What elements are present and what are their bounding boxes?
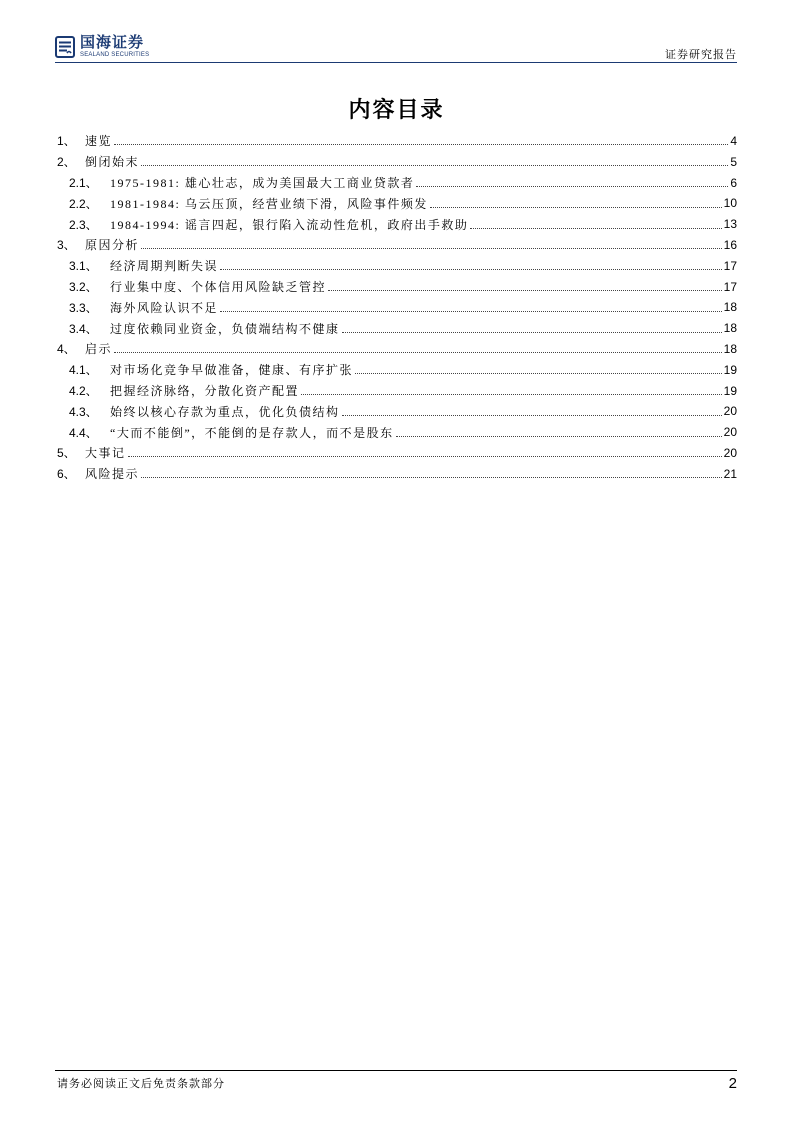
toc-entry-title: 把握经济脉络，分散化资产配置 xyxy=(110,384,300,399)
toc-entry[interactable] xyxy=(57,463,737,484)
toc-entry-page: 18 xyxy=(723,321,737,336)
toc-entry-number: 1、 xyxy=(57,134,76,149)
toc-dot-leader xyxy=(355,373,722,374)
toc-entry-page: 19 xyxy=(723,362,737,377)
toc-entry-page: 20 xyxy=(723,404,737,419)
toc-entry-page: 18 xyxy=(723,341,737,356)
toc-subentry[interactable] xyxy=(57,422,737,443)
toc-dot-leader xyxy=(430,207,722,208)
toc-entry-title: 倒闭始末 xyxy=(85,155,140,170)
toc-entry-page: 19 xyxy=(723,383,737,398)
toc-entry[interactable] xyxy=(57,339,737,360)
toc-entry-title: 过度依赖同业资金，负债端结构不健康 xyxy=(110,321,340,336)
toc-entry-title: 原因分析 xyxy=(85,238,140,253)
toc-entry-title: 风险提示 xyxy=(85,467,140,482)
page-title: 内容目录 xyxy=(348,97,445,122)
toc-entry-page: 20 xyxy=(723,425,737,440)
toc-entry-title: 始终以核心存款为重点，优化负债结构 xyxy=(110,404,340,419)
toc-entry-page: 16 xyxy=(723,237,737,252)
toc-subentry[interactable] xyxy=(57,172,737,193)
toc-subentry[interactable] xyxy=(57,401,737,422)
toc-entry-page: 20 xyxy=(723,445,737,460)
toc-entry-page: 6 xyxy=(730,175,737,190)
logo-name-en: SEALAND SECURITIES xyxy=(80,52,150,58)
company-logo xyxy=(55,35,149,58)
toc-entry-number: 3.1、 xyxy=(69,259,98,274)
toc-dot-leader xyxy=(470,228,721,229)
toc-entry[interactable] xyxy=(57,151,737,172)
toc-entry-title: 启示 xyxy=(85,342,113,357)
toc-dot-leader xyxy=(114,352,722,353)
toc-subentry[interactable] xyxy=(57,359,737,380)
toc-entry-number: 4.4、 xyxy=(69,425,98,440)
toc-entry-number: 2、 xyxy=(57,155,76,170)
toc-entry-title: 1975-1981: 雄心壮志，成为美国最大工商业贷款者 xyxy=(110,176,415,191)
toc-dot-leader xyxy=(301,394,722,395)
toc-dot-leader xyxy=(114,144,728,145)
toc-entry-number: 3、 xyxy=(57,238,76,253)
toc-entry-title: 对市场化竞争早做准备，健康、有序扩张 xyxy=(110,363,354,378)
toc-dot-leader xyxy=(141,248,722,249)
toc-entry-number: 4、 xyxy=(57,342,76,357)
toc-entry-number: 2.3、 xyxy=(69,217,98,232)
toc-entry-title: 海外风险认识不足 xyxy=(110,300,219,315)
toc-subentry[interactable] xyxy=(57,193,737,214)
header-divider xyxy=(55,62,737,63)
toc-entry-number: 3.2、 xyxy=(69,280,98,295)
report-type-label: 证券研究报告 xyxy=(665,49,737,61)
toc-dot-leader xyxy=(328,290,722,291)
toc-entry-number: 5、 xyxy=(57,446,76,461)
toc-entry-number: 2.1、 xyxy=(69,176,98,191)
toc-entry-page: 17 xyxy=(723,279,737,294)
toc-entry-number: 2.2、 xyxy=(69,196,98,211)
toc-entry-number: 3.4、 xyxy=(69,321,98,336)
toc-subentry[interactable] xyxy=(57,255,737,276)
toc-subentry[interactable] xyxy=(57,214,737,235)
toc-entry-title: 1984-1994: 谣言四起，银行陷入流动性危机，政府出手救助 xyxy=(110,217,469,232)
toc-entry-number: 4.2、 xyxy=(69,384,98,399)
toc-entry-title: 速览 xyxy=(85,134,113,149)
toc-subentry[interactable] xyxy=(57,297,737,318)
toc-entry-number: 3.3、 xyxy=(69,300,98,315)
logo-name-cn: 国海证券 xyxy=(80,34,145,51)
toc-entry-page: 18 xyxy=(723,300,737,315)
toc-dot-leader xyxy=(220,269,722,270)
toc-entry[interactable] xyxy=(57,443,737,464)
toc-entry-number: 4.1、 xyxy=(69,363,98,378)
toc-entry-page: 13 xyxy=(723,217,737,232)
toc-entry-number: 6、 xyxy=(57,467,76,482)
toc-entry-page: 17 xyxy=(723,258,737,273)
toc-entry-title: 经济周期判断失误 xyxy=(110,259,219,274)
toc-dot-leader xyxy=(141,165,728,166)
toc-subentry[interactable] xyxy=(57,276,737,297)
toc-dot-leader xyxy=(220,311,722,312)
toc-entry-title: “大而不能倒”，不能倒的是存款人，而不是股东 xyxy=(110,425,394,440)
table-of-contents xyxy=(57,131,737,485)
toc-entry-page: 4 xyxy=(730,133,737,148)
footer-divider xyxy=(55,1070,737,1071)
toc-entry-page: 5 xyxy=(730,154,737,169)
toc-dot-leader xyxy=(141,477,722,478)
toc-entry-title: 行业集中度、个体信用风险缺乏管控 xyxy=(110,280,327,295)
footer-disclaimer: 请务必阅读正文后免责条款部分 xyxy=(57,1078,225,1090)
toc-dot-leader xyxy=(396,436,722,437)
sealand-logo-icon xyxy=(55,36,75,58)
toc-entry[interactable] xyxy=(57,235,737,256)
toc-subentry[interactable] xyxy=(57,318,737,339)
toc-entry-number: 4.3、 xyxy=(69,404,98,419)
toc-subentry[interactable] xyxy=(57,380,737,401)
toc-dot-leader xyxy=(342,415,722,416)
page-number: 2 xyxy=(728,1075,737,1092)
toc-entry-title: 大事记 xyxy=(85,446,126,461)
toc-entry[interactable] xyxy=(57,131,737,152)
toc-entry-page: 10 xyxy=(723,196,737,211)
toc-entry-title: 1981-1984: 乌云压顶，经营业绩下滑，风险事件频发 xyxy=(110,196,428,211)
toc-dot-leader xyxy=(128,456,722,457)
toc-dot-leader xyxy=(416,186,728,187)
toc-dot-leader xyxy=(342,332,722,333)
toc-entry-page: 21 xyxy=(723,466,737,481)
